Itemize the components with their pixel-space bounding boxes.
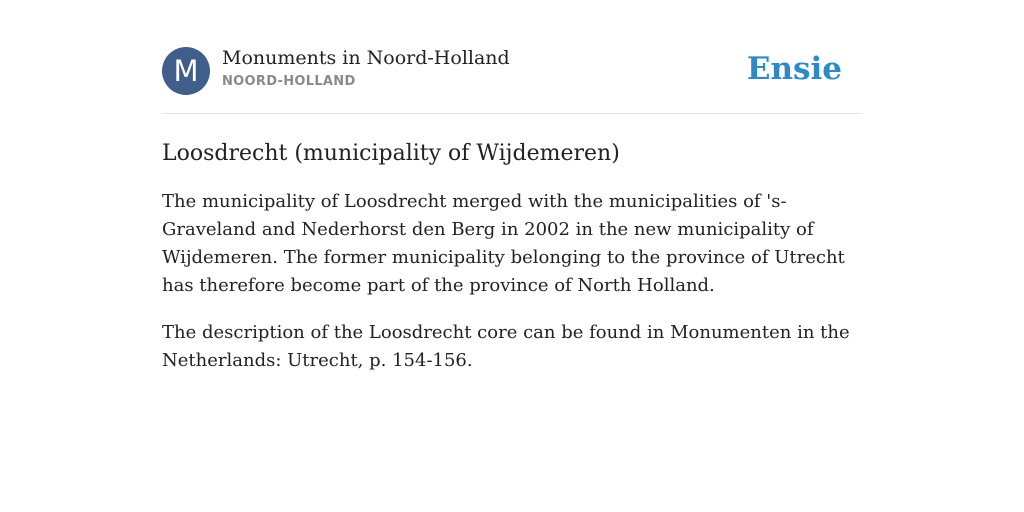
- entry-header: [162, 0, 862, 114]
- entry-paragraph: The description of the Loosdrecht core can be found in Monumenten in the Netherlands: Utrecht, p. 154-156.: [162, 322, 850, 371]
- avatar: M: [162, 47, 210, 95]
- entry-page: [162, 0, 862, 375]
- book-title[interactable]: Monuments in Noord-Holland: [222, 47, 510, 69]
- entry-title: Loosdrecht (municipality of Wijdemeren): [162, 141, 620, 166]
- book-subtitle: NOORD-HOLLAND: [222, 74, 356, 89]
- entry-paragraph: The municipality of Loosdrecht merged with the municipalities of 's-Graveland and Nederhorst den Berg in 2002 in the new municipality of Wijdemeren. The former municipality belonging to the province of Utrecht has therefore become part of the province of North Holland.: [162, 191, 845, 296]
- ensie-logo[interactable]: Ensie: [746, 51, 842, 87]
